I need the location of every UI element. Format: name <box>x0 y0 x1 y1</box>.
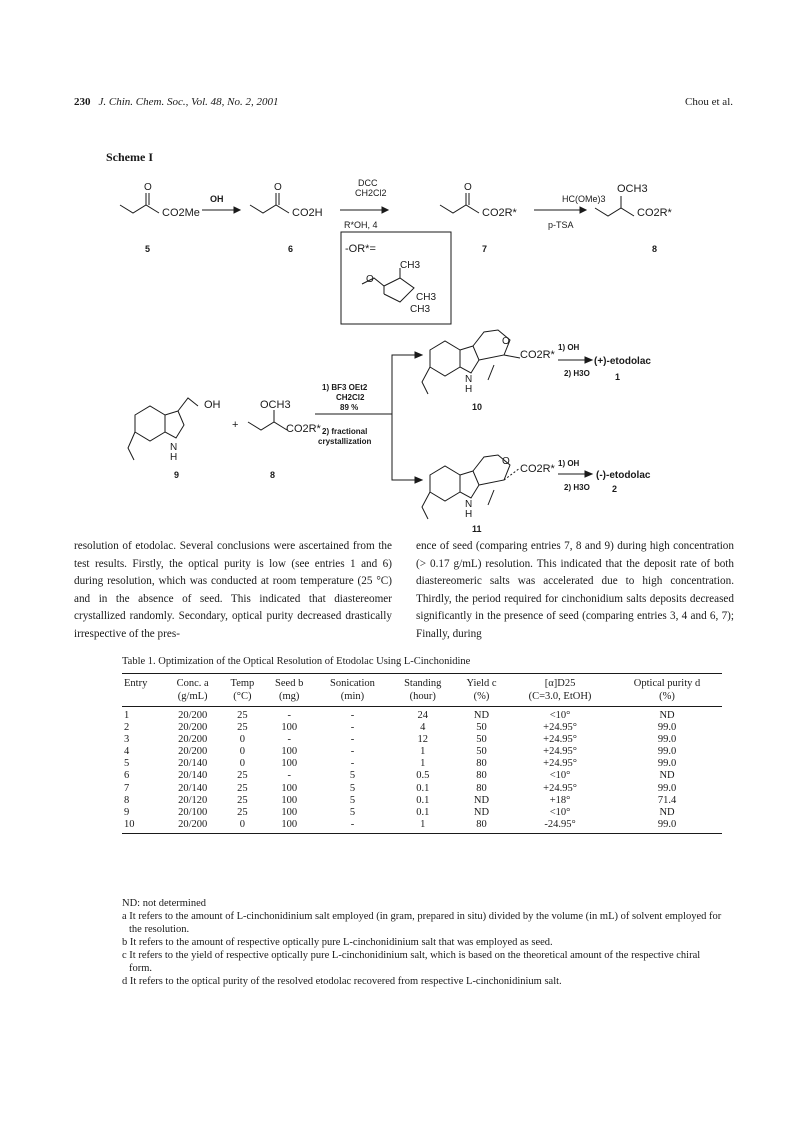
col-unit: (min) <box>314 690 390 707</box>
col-unit: (hour) <box>391 690 455 707</box>
h-label: H <box>170 452 178 463</box>
table-cell: 20/200 <box>178 746 208 758</box>
hydrolysis-1: 1) OH <box>558 343 580 352</box>
table-cell: - <box>350 722 355 734</box>
results-table <box>122 673 722 834</box>
table-row <box>122 758 722 770</box>
reagent-hcome3: HC(OMe)3 <box>562 194 606 204</box>
table-row <box>122 770 722 782</box>
table-caption: Table 1. Optimization of the Optical Resolution of Etodolac Using L-Cinchonidine <box>122 656 471 667</box>
table-cell: 5 <box>124 758 130 770</box>
condition-5: crystallization <box>318 437 372 446</box>
table-cell: +24.95° <box>543 758 577 770</box>
col-header: Temp <box>221 674 264 691</box>
table-cell: 0.5 <box>416 770 430 782</box>
table-cell: +24.95° <box>543 746 577 758</box>
table-cell: 20/120 <box>178 794 208 806</box>
n-label: N <box>170 442 178 453</box>
table-cell: 99.0 <box>612 819 722 834</box>
table-cell: - <box>314 819 390 834</box>
table-cell: 20/140 <box>178 770 208 782</box>
table-cell: 25 <box>237 794 248 806</box>
table-notes <box>122 897 722 988</box>
table-cell: ND <box>473 806 490 818</box>
note: c It refers to the yield of respective optically pure L-cinchonidinium salt, which is based on the theoretical amount of the respective chiral form. <box>122 950 701 974</box>
col-unit: (g/mL) <box>165 690 221 707</box>
table-cell: 50 <box>476 722 487 734</box>
table-cell: 100 <box>281 782 298 794</box>
table-cell: +24.95° <box>543 722 577 734</box>
reagent-dcc: DCC <box>358 178 378 188</box>
scheme-diagram <box>100 160 700 535</box>
ch3-label: CH3 <box>400 260 421 271</box>
page-number: 230 <box>74 96 91 108</box>
table-cell: 50 <box>476 746 487 758</box>
reagent-oh: OH <box>210 194 224 204</box>
table-header-row-2 <box>122 690 722 707</box>
table-cell: 1 <box>124 710 130 721</box>
table-row <box>122 722 722 734</box>
journal-citation: J. Chin. Chem. Soc., Vol. 48, No. 2, 2001 <box>98 96 279 108</box>
col-header: Sonication <box>314 674 390 691</box>
or-definition: -OR*= <box>345 243 376 255</box>
oxygen-label: O <box>464 182 472 193</box>
compound-8b <box>248 399 322 480</box>
table-cell: - <box>287 734 291 746</box>
table-cell: <10° <box>549 710 571 721</box>
reagent-rohs: R*OH, 4 <box>344 220 378 230</box>
compound-9 <box>128 398 221 480</box>
table-cell: 0 <box>221 819 264 834</box>
table-cell: 20/140 <box>178 782 208 794</box>
note: d It refers to the optical purity of the resolved etodolac recovered from respective L-cinchonidinium salt. <box>122 976 562 987</box>
table-body <box>122 707 722 834</box>
label-5: 5 <box>145 244 151 254</box>
compound-6 <box>250 182 323 254</box>
table-cell: 4 <box>420 722 426 734</box>
condition-2: CH2Cl2 <box>336 393 365 402</box>
col-header: Seed b <box>264 674 314 691</box>
compound-8 <box>595 183 673 254</box>
table-cell: 100 <box>281 806 298 818</box>
och3-label: OCH3 <box>617 183 648 195</box>
table-cell: 25 <box>237 806 248 818</box>
table-cell: 25 <box>237 710 248 721</box>
note: ND: not determined <box>122 898 206 909</box>
table-cell: 20/200 <box>165 819 221 834</box>
table-cell: 8 <box>124 794 130 806</box>
label-1: 1 <box>615 372 621 382</box>
table-cell: +18° <box>549 794 571 806</box>
table-cell: 80 <box>476 758 487 770</box>
table-cell: 12 <box>417 734 429 746</box>
table-cell: ND <box>473 794 490 806</box>
chiral-auxiliary-box <box>341 232 451 324</box>
compound-7 <box>440 182 518 254</box>
table-cell: 0 <box>239 758 246 770</box>
table-cell: 80 <box>476 770 487 782</box>
table-cell: 1 <box>391 819 455 834</box>
scheme-title: Scheme I <box>106 150 153 164</box>
table-cell: - <box>350 710 355 721</box>
co2r-label: CO2R* <box>637 207 672 219</box>
label-7: 7 <box>482 244 488 254</box>
label-8: 8 <box>652 244 658 254</box>
table-cell: 1 <box>420 746 426 758</box>
col-header: Conc. a <box>165 674 221 691</box>
header-left <box>74 96 278 108</box>
hydrolysis-2b: 2) H3O <box>564 483 590 492</box>
compound-5 <box>120 182 200 254</box>
table-cell: 99.0 <box>657 746 677 758</box>
table-cell: 99.0 <box>657 758 677 770</box>
oh-label: OH <box>204 399 221 411</box>
note: a It refers to the amount of L-cinchonidinium salt employed (in gram, prepared in situ) divided by the volume (in mL) of solvent employed for the resolution. <box>122 911 722 935</box>
table-cell: - <box>350 746 355 758</box>
table-row <box>122 795 722 807</box>
table-cell: +24.95° <box>543 782 577 794</box>
column-right: ence of seed (comparing entries 7, 8 and 9) during high concentration (> 0.17 g/mL) resolution. This indicated that the deposit rate of both diastereomeric salts was accelerated due to high concentration. Thirdly, the period required for cinchonidium salts deposits decreased significantly in the presence of seed (comparing entries 3, 4 and 6, 7); Finally, during <box>416 540 734 640</box>
hydrolysis-1b: 1) OH <box>558 459 580 468</box>
condition-4: 2) fractional <box>322 427 368 436</box>
col-header: Optical purity d <box>612 674 722 691</box>
table-cell: 100 <box>281 794 298 806</box>
table-cell: 5 <box>349 782 356 794</box>
label-2: 2 <box>612 484 618 494</box>
hydrolysis-2: 2) H3O <box>564 369 590 378</box>
co2r-label: CO2R* <box>286 423 321 435</box>
co2r-label: CO2R* <box>520 463 555 475</box>
reagent-ch2cl2: CH2Cl2 <box>355 188 387 198</box>
n-label: N <box>465 374 473 385</box>
table-cell: - <box>350 734 355 746</box>
col-unit: (°C) <box>221 690 264 707</box>
table-cell: +24.95° <box>543 734 577 746</box>
table-cell: 20/140 <box>178 758 208 770</box>
table-cell: 3 <box>124 734 130 746</box>
table-cell: 80 <box>476 782 487 794</box>
product-plus-etodolac: (+)-etodolac <box>594 356 651 367</box>
condition-1: 1) BF3 OEt2 <box>322 383 368 392</box>
h-label: H <box>465 384 473 395</box>
table-cell: 100 <box>281 722 298 734</box>
table-cell: - <box>287 770 291 782</box>
label-8b: 8 <box>270 470 276 480</box>
product-minus-etodolac: (-)-etodolac <box>596 470 651 481</box>
table-cell: 5 <box>349 794 356 806</box>
table-cell: -24.95° <box>508 819 612 834</box>
table-cell: 7 <box>124 782 130 794</box>
table-cell: 20/200 <box>178 734 208 746</box>
col-header: Yield c <box>455 674 508 691</box>
condition-3: 89 % <box>340 403 359 412</box>
table-cell: 0.1 <box>416 794 430 806</box>
col-unit: (%) <box>455 690 508 707</box>
table-cell: 20/100 <box>178 806 208 818</box>
table-cell: 25 <box>237 770 248 782</box>
table-cell: 71.4 <box>657 794 677 806</box>
table-cell: 25 <box>237 722 248 734</box>
och3-label: OCH3 <box>260 399 291 411</box>
label-11: 11 <box>472 524 482 534</box>
table-cell: <10° <box>549 770 571 782</box>
compound-10 <box>422 330 556 412</box>
note: b It refers to the amount of respective optically pure L-cinchonidinium salt that was employed as seed. <box>122 937 553 948</box>
table-cell: 4 <box>124 746 130 758</box>
oxygen-label: O <box>366 274 374 285</box>
table-cell: 100 <box>281 746 298 758</box>
table-row <box>122 734 722 746</box>
table-row <box>122 807 722 819</box>
label-6: 6 <box>288 244 294 254</box>
table-cell: 50 <box>476 734 487 746</box>
table-cell: 0.1 <box>416 782 430 794</box>
ch3-label: CH3 <box>416 292 437 303</box>
col-unit: (%) <box>612 690 722 707</box>
table-header-row-1 <box>122 674 722 691</box>
table-cell: 100 <box>281 758 298 770</box>
column-left: resolution of etodolac. Several conclusions were ascertained from the test results. Firstly, the optical purity is low (see entries 1 and 6) during resolution, which was conducted at room temperature (25 °C) and in the absence of seed. This indicated that diastereomer crystallized randomly. Secondary, optical purity decreased drastically irrespective of the pres- <box>74 540 392 640</box>
co2r-label: CO2R* <box>520 349 555 361</box>
co2r-label: CO2R* <box>482 207 517 219</box>
col-unit: (C=3.0, EtOH) <box>508 690 612 707</box>
table-row <box>122 746 722 758</box>
table-cell: 99.0 <box>657 734 677 746</box>
oxygen-label: O <box>274 182 282 193</box>
table-cell: ND <box>659 770 675 782</box>
table-row <box>122 707 722 723</box>
oxygen-label: O <box>502 456 510 467</box>
compound-11 <box>422 455 556 534</box>
table-cell: ND <box>659 806 675 818</box>
header-authors: Chou et al. <box>685 96 733 108</box>
plus-sign: + <box>232 419 239 431</box>
label-9: 9 <box>174 470 180 480</box>
table-row <box>122 819 722 834</box>
ch3-label: CH3 <box>410 304 431 315</box>
co2h-label: CO2H <box>292 207 323 219</box>
oxygen-label: O <box>144 182 152 193</box>
table-cell: - <box>350 758 355 770</box>
table-cell: ND <box>473 710 490 721</box>
table-cell: 24 <box>417 710 429 721</box>
table-cell: 0 <box>239 734 246 746</box>
running-header <box>74 96 733 112</box>
table-cell: ND <box>659 710 675 721</box>
h-label: H <box>465 509 473 520</box>
table-cell: 20/200 <box>178 710 208 721</box>
oxygen-label: O <box>502 336 510 347</box>
col-unit <box>122 690 165 707</box>
table-cell: 5 <box>349 806 356 818</box>
table-cell: 20/200 <box>178 722 208 734</box>
table-cell: 6 <box>124 770 130 782</box>
table-cell: 99.0 <box>657 782 677 794</box>
n-label: N <box>465 499 473 510</box>
reagent-ptsa: p-TSA <box>548 220 574 230</box>
co2me-label: CO2Me <box>162 207 200 219</box>
col-unit: (mg) <box>264 690 314 707</box>
table-cell: 25 <box>237 782 248 794</box>
table-row <box>122 783 722 795</box>
table-cell: 1 <box>420 758 426 770</box>
table-cell: 2 <box>124 722 130 734</box>
label-10: 10 <box>472 402 483 412</box>
table-cell: 9 <box>124 806 130 818</box>
table-cell: 80 <box>455 819 508 834</box>
table-cell: 99.0 <box>657 722 677 734</box>
table-cell: 100 <box>264 819 314 834</box>
table-cell: <10° <box>549 806 571 818</box>
table-cell: 5 <box>349 770 356 782</box>
table-cell: 10 <box>122 819 165 834</box>
col-header: [α]D25 <box>508 674 612 691</box>
col-header: Entry <box>122 674 165 691</box>
table-cell: 0 <box>239 746 246 758</box>
table-cell: 0.1 <box>416 806 430 818</box>
table-cell: - <box>287 710 291 721</box>
col-header: Standing <box>391 674 455 691</box>
